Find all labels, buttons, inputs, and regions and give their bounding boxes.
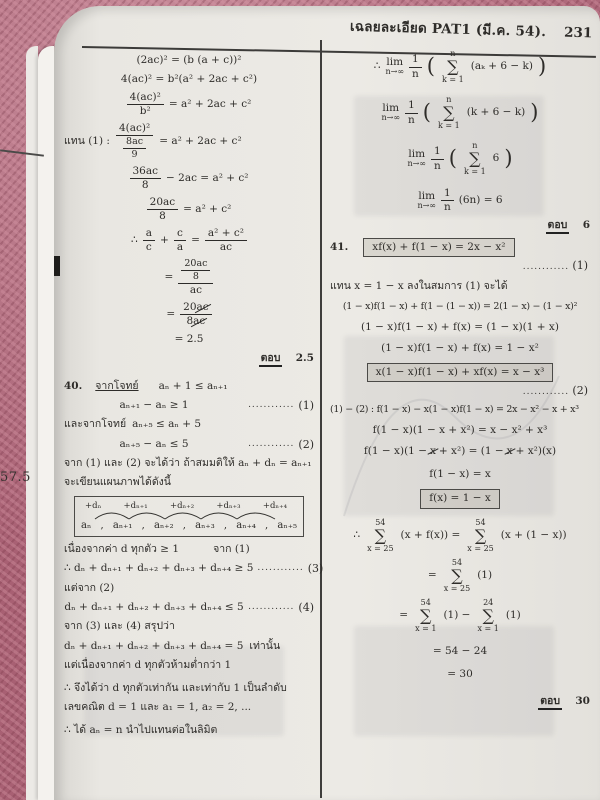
sequence-diagram-box xyxy=(74,496,304,537)
boxed-formula-line xyxy=(330,489,590,508)
cancelled-term: x xyxy=(506,445,513,458)
fraction: $\frac{8ac}{9}$ xyxy=(123,137,146,160)
fraction: $\frac{\text{4(ac)²}}{\text{b²}}$ xyxy=(127,92,164,117)
separator: , xyxy=(100,520,104,532)
answer-line xyxy=(64,352,314,365)
eq-line: dₙ + dₙ₊₁ + dₙ₊₂ + dₙ₊₃ + dₙ₊₄ = 5 เท่านั้น xyxy=(64,639,281,652)
eq-line-tagged: aₙ₊₅ − aₙ ≤ 5 ............ (2) xyxy=(119,437,314,451)
limit-line: lim n→∞ 1 n (6n) = 6 xyxy=(417,187,503,214)
eq-line: 36ac 8 − 2ac = a² + c² xyxy=(64,166,314,191)
text-line: เลขคณิต d = 1 และ a₁ = 1, a₂ = 2, ... xyxy=(64,700,252,713)
cancelled-term: ac xyxy=(196,301,209,314)
limit-line: lim n→∞ 1 n ( n ∑ k = 1 6 ) xyxy=(407,141,513,176)
eq-line-substitute: แทน (1) : $\frac{\text{4(ac)²}}{\frac{8ac}{9}}$ = a² + 2ac + c² xyxy=(64,122,242,161)
eq-tag-line xyxy=(330,259,588,273)
eq-line-cancel: = $\frac{20ac}{8ac}$ xyxy=(64,302,314,327)
text-line: และจากโจทย์ aₙ₊₅ ≤ aₙ + 5 xyxy=(64,418,202,431)
fraction: 1 n xyxy=(441,188,454,213)
dotted-leader: ............ xyxy=(522,386,570,397)
page-edge-stack-outer xyxy=(26,46,38,800)
eq-line: = $\frac{\frac{20ac}{8}}{ac}$ xyxy=(64,259,314,296)
eq-line: = 30 xyxy=(447,667,473,680)
dotted-leader: ............ xyxy=(522,262,570,273)
left-column xyxy=(64,54,324,743)
limit-line: lim n→∞ 1 n ( n ∑ k = 1 (k + 6 − k) ) xyxy=(381,95,539,130)
separator: , xyxy=(141,520,145,532)
fraction: 1 n xyxy=(409,54,422,79)
text-line: แทน x = 1 − x ลงในสมการ (1) จะได้ xyxy=(330,279,508,292)
book-page xyxy=(54,6,600,800)
sum-symbol: n ∑ k = 1 xyxy=(463,141,486,176)
text-line: ∴ ได้ aₙ = n นำไปแทนต่อในลิมิต xyxy=(64,724,218,737)
nested-fraction: $\frac{\text{4(ac)²}}{\frac{8ac}{9}}$ xyxy=(116,123,153,160)
fraction-cancelled: $\frac{20ac}{8ac}$ xyxy=(180,302,212,327)
limit-symbol: lim n→∞ xyxy=(381,102,401,123)
sum-symbol: n ∑ k = 1 xyxy=(441,49,464,84)
eq-line-cancel: f(1 − x)(1 − x + x²) = (1 − x + x²)(x) xyxy=(363,445,557,458)
sum-symbol: 54 ∑ x = 25 xyxy=(467,517,494,553)
eq-line: (1 − x)f(1 − x) + f(1 − (1 − x)) = 2(1 − x) − (1 − x)² xyxy=(342,300,578,312)
sum-line: = 54 ∑ x = 1 (1) − 24 ∑ x = 1 (1) xyxy=(399,597,521,633)
page-header xyxy=(349,15,592,44)
prev-page-margin-note: 57.5 xyxy=(0,470,31,485)
eq-line-therefore: ∴ a c + $\frac{c}{a}$ = $\frac{\text{a² + c²}}{ac}$ xyxy=(64,228,314,253)
diagram-d-labels: +dₙ +dₙ₊₁ +dₙ₊₂ +dₙ₊₃ +dₙ₊₄ xyxy=(85,500,287,511)
sum-symbol: n ∑ k = 1 xyxy=(438,95,460,130)
limit-symbol: lim n→∞ xyxy=(385,56,405,77)
eq-line-tagged: ∴ dₙ + dₙ₊₁ + dₙ₊₂ + dₙ₊₃ + dₙ₊₄ ≥ 5 ............ (3) xyxy=(64,561,324,575)
boxed-formula-line xyxy=(330,363,590,382)
text-line: จาก (1) และ (2) จะได้ว่า ถ้าสมมติให้ aₙ + dₙ = aₙ₊₁ xyxy=(64,457,312,470)
therefore-symbol: ∴ xyxy=(373,60,381,73)
dotted-leader: ............ xyxy=(257,563,304,574)
given-label: จากโจทย์ xyxy=(95,379,139,392)
text-line: แต่เนื่องจากค่า d ทุกตัวห้ามต่ำกว่า 1 xyxy=(64,658,232,671)
page-title: เฉลยละเอียด PAT1 (มี.ค. 54). xyxy=(349,18,546,41)
limit-symbol: lim n→∞ xyxy=(407,148,426,169)
eq-line-tagged: dₙ + dₙ₊₁ + dₙ₊₂ + dₙ₊₃ + dₙ₊₄ ≤ 5 ............ (4) xyxy=(64,600,314,614)
sum-symbol: 54 ∑ x = 25 xyxy=(367,517,394,553)
dotted-leader: ............ xyxy=(248,399,295,410)
fraction: 1 n xyxy=(431,146,444,171)
eq-line: (1 − x)f(1 − x) + f(x) = 1 − x² xyxy=(381,341,539,354)
limit-line: ∴ lim n→∞ 1 n ( n ∑ k = 1 (aₖ + 6 − k) ) xyxy=(373,49,547,84)
eq-tag: (3) xyxy=(307,561,324,575)
gutter-mark xyxy=(54,256,60,276)
fraction: 36ac 8 xyxy=(130,166,162,191)
eq-line: (2ac)² = (b (a + c))² xyxy=(136,54,242,66)
answer-value: 2.5 xyxy=(295,352,314,365)
eq-line: $\frac{20ac}{8}$ = a² + c² xyxy=(64,197,314,222)
answer-line xyxy=(330,695,590,708)
question-number: 40. xyxy=(64,379,83,392)
answer-value: 30 xyxy=(575,694,590,707)
eq-line: (1) − (2) : f(1 − x) − x(1 − x)f(1 − x) = 2x − x² − x + x³ xyxy=(330,404,579,416)
sum-line: = 54 ∑ x = 25 (1) xyxy=(427,557,493,593)
diagram-terms: aₙ , aₙ₊₁ , aₙ₊₂ , aₙ₊₃ , aₙ₊₄ , aₙ₊₅ xyxy=(81,520,297,532)
eq-tag-line xyxy=(330,384,588,398)
question-40-header: 40. จากโจทย์ aₙ + 1 ≤ aₙ₊₁ xyxy=(64,379,228,392)
boxed-formula: f(x) = 1 − x xyxy=(420,489,500,508)
eq-tag: (4) xyxy=(298,600,314,614)
eq-line: (1 − x)f(1 − x) + f(x) = (1 − x)(1 + x) xyxy=(361,320,559,333)
eq-tag: (2) xyxy=(572,383,588,397)
boxed-formula: xf(x) + f(1 − x) = 2x − x² xyxy=(363,238,514,257)
text-line: จาก (3) และ (4) สรุปว่า xyxy=(64,620,175,633)
therefore-symbol: ∴ xyxy=(353,528,361,541)
eq-tag: (1) xyxy=(298,398,314,412)
column-divider xyxy=(320,40,322,798)
text-line: ∴ จึงได้ว่า d ทุกตัวเท่ากัน และเท่ากับ 1 เป็นลำดับ xyxy=(64,681,287,694)
answer-value: 6 xyxy=(582,219,590,232)
sum-symbol: 54 ∑ x = 25 xyxy=(443,557,471,593)
answer-label: ตอบ xyxy=(538,695,562,710)
text-line: แต่จาก (2) xyxy=(64,581,115,594)
fraction: $\frac{20ac}{8}$ xyxy=(181,259,210,282)
answer-label: ตอบ xyxy=(259,352,283,367)
page-number: 231 xyxy=(563,24,593,42)
eq-line: 4(ac)² = b²(a² + 2ac + c²) xyxy=(120,73,258,86)
answer-line xyxy=(330,219,590,232)
fraction: $\frac{c}{a}$ xyxy=(174,228,186,253)
dotted-leader: ............ xyxy=(248,438,295,449)
cancelled-term: x xyxy=(430,445,436,458)
fraction: $\frac{\text{a² + c²}}{ac}$ xyxy=(205,228,247,253)
eq-line: = 2.5 xyxy=(174,333,204,346)
fraction: 1 n xyxy=(405,100,418,125)
answer-label: ตอบ xyxy=(546,219,570,234)
eq-line-tagged: aₙ₊₁ − aₙ ≥ 1 ............ (1) xyxy=(119,398,314,412)
dotted-leader: ............ xyxy=(248,601,295,612)
question-41-header xyxy=(330,238,590,257)
page-edge-stack-inner xyxy=(38,46,54,800)
fraction: $\frac{20ac}{8}$ xyxy=(147,197,179,222)
separator: , xyxy=(182,520,186,532)
fraction: a c xyxy=(143,228,155,253)
text-line: เนื่องจากค่า d ทุกตัว ≥ 1 จาก (1) xyxy=(64,542,250,555)
eq-line: f(1 − x)(1 − x + x²) = x − x² + x³ xyxy=(372,424,548,437)
eq-tag: (2) xyxy=(298,437,314,451)
right-column xyxy=(330,50,590,714)
text-line: จะเขียนแผนภาพได้ดังนี้ xyxy=(64,476,171,489)
eq-tag: (1) xyxy=(572,259,588,273)
limit-symbol: lim n→∞ xyxy=(417,189,436,210)
eq-line: = 54 − 24 xyxy=(432,644,488,657)
nested-fraction: $\frac{\frac{20ac}{8}}{ac}$ xyxy=(178,259,213,296)
sum-symbol: 54 ∑ x = 1 xyxy=(415,597,437,633)
therefore-symbol: ∴ xyxy=(131,234,138,247)
cancelled-term: ac xyxy=(193,315,206,328)
separator: , xyxy=(223,520,228,532)
separator: , xyxy=(265,520,269,532)
eq-line: $\frac{\text{4(ac)²}}{\text{b²}}$ = a² + 2ac + c² xyxy=(64,92,314,117)
boxed-formula: x(1 − x)f(1 − x) + xf(x) = x − x³ xyxy=(367,363,554,382)
substitute-label: แทน (1) : xyxy=(64,135,110,148)
sum-line: ∴ 54 ∑ x = 25 (x + f(x)) = 54 ∑ x = 25 (x + (1 − x)) xyxy=(353,517,567,553)
question-number: 41. xyxy=(330,241,349,254)
diagram-arcs xyxy=(87,511,291,520)
sum-symbol: 24 ∑ x = 1 xyxy=(477,597,499,633)
eq-line: f(1 − x) = x xyxy=(429,468,491,481)
